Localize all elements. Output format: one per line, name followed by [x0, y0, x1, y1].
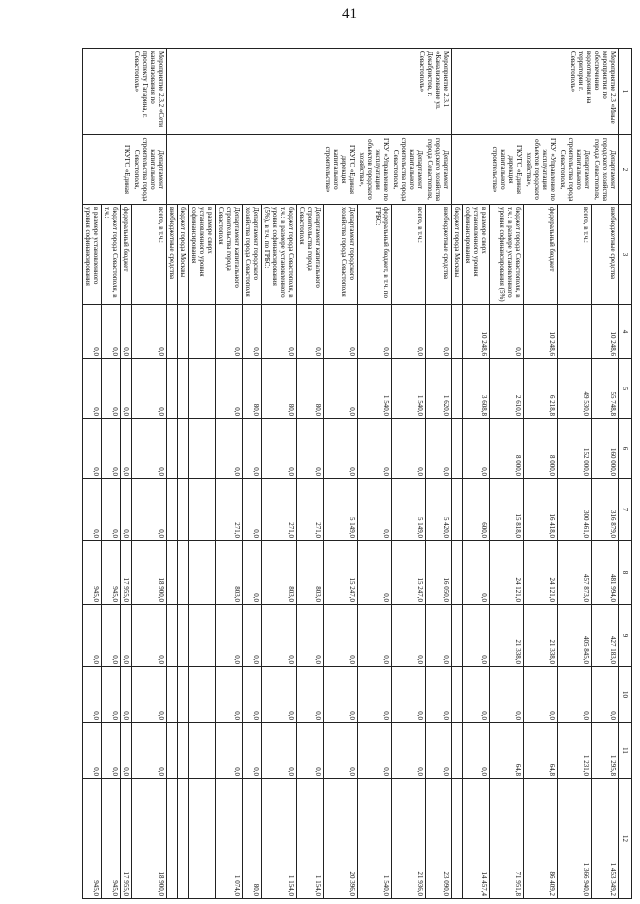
value-cell: [452, 779, 463, 899]
value-cell: 0,0: [262, 667, 297, 723]
header-row: [619, 49, 632, 899]
table-row: [243, 49, 262, 899]
value-cell: 10 248,6: [592, 305, 619, 359]
executor-cell: [262, 135, 297, 205]
funding-source-cell: Департамент городского хозяйства города Севастополя: [324, 205, 358, 305]
value-cell: 271,0: [262, 479, 297, 541]
value-cell: 0,0: [121, 605, 132, 667]
value-cell: 0,0: [132, 359, 167, 419]
value-cell: 0,0: [392, 723, 426, 779]
value-cell: 0,0: [102, 723, 121, 779]
value-cell: 0,0: [358, 419, 392, 479]
value-cell: [167, 667, 178, 723]
value-cell: 0,0: [463, 419, 490, 479]
value-cell: 0,0: [216, 605, 243, 667]
executor-cell: [463, 135, 490, 205]
column-header-10: 10: [619, 667, 632, 723]
value-cell: [452, 723, 463, 779]
executor-cell: [243, 135, 262, 205]
funding-source-cell: всего, в т.ч.:: [132, 205, 167, 305]
value-cell: [167, 541, 178, 605]
value-cell: 0,0: [297, 419, 324, 479]
funding-source-cell: внебюджетные средства: [426, 205, 453, 305]
value-cell: 80,0: [243, 779, 262, 899]
value-cell: 152 000,0: [558, 419, 592, 479]
executor-cell: ГКУ «Управление по эксплуатации объектов городского хозяйства»,: [358, 135, 392, 205]
value-cell: 17 955,0: [121, 779, 132, 899]
value-cell: 0,0: [121, 359, 132, 419]
funding-source-cell: федеральный бюджет, в т.ч. по ГРБС:: [358, 205, 392, 305]
value-cell: 0,0: [426, 723, 453, 779]
value-cell: 0,0: [558, 667, 592, 723]
funding-source-cell: бюджет города Севастополя, в т.ч.: в размере установленного уровня софинансирования (5%), в т.ч. по ГРБС:: [262, 205, 297, 305]
value-cell: [189, 359, 216, 419]
value-cell: [189, 541, 216, 605]
value-cell: 0,0: [83, 479, 102, 541]
value-cell: 0,0: [392, 419, 426, 479]
value-cell: 0,0: [216, 305, 243, 359]
value-cell: 0,0: [262, 305, 297, 359]
value-cell: 0,0: [324, 667, 358, 723]
value-cell: [452, 359, 463, 419]
value-cell: 5 149,0: [392, 479, 426, 541]
executor-cell: Департамент капитального строительства города Севастополя,: [392, 135, 426, 205]
value-cell: 0,0: [102, 479, 121, 541]
table-row: [324, 49, 358, 899]
value-cell: 160 000,0: [592, 419, 619, 479]
value-cell: 0,0: [216, 359, 243, 419]
value-cell: 0,0: [426, 419, 453, 479]
funding-source-cell: федеральный бюджет: [524, 205, 558, 305]
funding-source-cell: бюджет города Севастополя, в т.ч.: в размере установленного уровня софинансирования (5%): [490, 205, 524, 305]
value-cell: [178, 419, 189, 479]
value-cell: 20 396,0: [324, 779, 358, 899]
value-cell: [178, 359, 189, 419]
value-cell: 86 409,2: [524, 779, 558, 899]
value-cell: [178, 779, 189, 899]
column-header-5: 5: [619, 359, 632, 419]
value-cell: 1 540,0: [358, 359, 392, 419]
value-cell: 0,0: [132, 419, 167, 479]
value-cell: 64,8: [490, 723, 524, 779]
value-cell: 0,0: [490, 305, 524, 359]
value-cell: 0,0: [358, 605, 392, 667]
activity-name-cell: Мероприятие 2.3.1 «Канализование ул. Декабристов, г. Севастополь»: [167, 49, 453, 135]
value-cell: 1 154,0: [262, 779, 297, 899]
value-cell: 316 879,0: [592, 479, 619, 541]
value-cell: [178, 605, 189, 667]
table-row: [524, 49, 558, 899]
value-cell: 0,0: [83, 359, 102, 419]
value-cell: 16 050,0: [426, 541, 453, 605]
funding-source-cell: всего, в т.ч.:: [558, 205, 592, 305]
value-cell: 0,0: [216, 667, 243, 723]
value-cell: 803,0: [262, 541, 297, 605]
value-cell: 49 530,0: [558, 359, 592, 419]
value-cell: 0,0: [490, 667, 524, 723]
column-header-12: 12: [619, 779, 632, 899]
value-cell: 15 247,0: [392, 541, 426, 605]
value-cell: 0,0: [102, 305, 121, 359]
table-row: [358, 49, 392, 899]
value-cell: 0,0: [392, 605, 426, 667]
value-cell: 23 090,0: [426, 779, 453, 899]
value-cell: 1 231,0: [558, 723, 592, 779]
value-cell: 0,0: [83, 723, 102, 779]
value-cell: [452, 419, 463, 479]
value-cell: 5 420,0: [426, 479, 453, 541]
value-cell: 0,0: [83, 667, 102, 723]
table-row: [189, 49, 216, 899]
value-cell: 15 247,0: [324, 541, 358, 605]
value-cell: 0,0: [243, 305, 262, 359]
value-cell: [167, 779, 178, 899]
column-header-9: 9: [619, 605, 632, 667]
executor-cell: [452, 135, 463, 205]
value-cell: [452, 305, 463, 359]
value-cell: 0,0: [243, 605, 262, 667]
value-cell: 0,0: [426, 605, 453, 667]
value-cell: 10 248,6: [463, 305, 490, 359]
value-cell: 10 248,6: [524, 305, 558, 359]
funding-source-cell: в размере установленного уровня софинансирования: [83, 205, 102, 305]
value-cell: 15 818,0: [490, 479, 524, 541]
rotated-table-wrapper: [84, 48, 632, 898]
table-row: [262, 49, 297, 899]
value-cell: 0,0: [121, 419, 132, 479]
column-header-1: 1: [619, 49, 632, 135]
table-row: [121, 49, 132, 899]
funding-source-cell: бюджет города Москвы: [452, 205, 463, 305]
value-cell: 0,0: [426, 667, 453, 723]
table-row: [392, 49, 426, 899]
value-cell: 600,0: [463, 479, 490, 541]
value-cell: 24 121,0: [524, 541, 558, 605]
value-cell: 0,0: [243, 723, 262, 779]
value-cell: 0,0: [324, 419, 358, 479]
value-cell: 0,0: [121, 667, 132, 723]
value-cell: 0,0: [358, 305, 392, 359]
value-cell: [452, 479, 463, 541]
value-cell: 945,0: [83, 779, 102, 899]
value-cell: [452, 667, 463, 723]
value-cell: [189, 779, 216, 899]
table-sheet: [84, 48, 632, 898]
value-cell: 0,0: [324, 723, 358, 779]
value-cell: 0,0: [524, 667, 558, 723]
funding-source-cell: Департамент капитального строительства города Севастополя: [297, 205, 324, 305]
value-cell: 21 338,0: [490, 605, 524, 667]
funding-source-cell: внебюджетные средства: [592, 205, 619, 305]
value-cell: 18 900,0: [132, 541, 167, 605]
executor-cell: [216, 135, 243, 205]
value-cell: 803,0: [216, 541, 243, 605]
value-cell: 0,0: [592, 667, 619, 723]
value-cell: 0,0: [463, 723, 490, 779]
value-cell: 0,0: [358, 723, 392, 779]
funding-source-cell: всего, в т.ч.:: [392, 205, 426, 305]
value-cell: 1 366 940,0: [558, 779, 592, 899]
value-cell: 945,0: [102, 541, 121, 605]
executor-cell: Департамент капитального строительства города Севастополя,: [132, 135, 167, 205]
value-cell: 0,0: [132, 605, 167, 667]
value-cell: 6 218,8: [524, 359, 558, 419]
value-cell: 0,0: [392, 667, 426, 723]
value-cell: 945,0: [83, 541, 102, 605]
value-cell: [452, 605, 463, 667]
value-cell: 0,0: [121, 305, 132, 359]
value-cell: 481 994,0: [592, 541, 619, 605]
value-cell: [452, 541, 463, 605]
table-row: [558, 49, 592, 899]
value-cell: [167, 723, 178, 779]
value-cell: 803,0: [297, 541, 324, 605]
value-cell: 0,0: [83, 305, 102, 359]
value-cell: 1 074,0: [216, 779, 243, 899]
executor-cell: Департамент капитального строительства города Севастополя,: [558, 135, 592, 205]
value-cell: 2 610,0: [490, 359, 524, 419]
value-cell: 1 540,0: [392, 359, 426, 419]
table-row: [297, 49, 324, 899]
column-header-4: 4: [619, 305, 632, 359]
value-cell: 21 338,0: [524, 605, 558, 667]
value-cell: 0,0: [297, 605, 324, 667]
funding-source-cell: внебюджетные средства: [167, 205, 178, 305]
funding-source-cell: в размере сверх установленного уровня софинансирования: [463, 205, 490, 305]
budget-table: [83, 48, 633, 899]
value-cell: 71 951,8: [490, 779, 524, 899]
value-cell: [167, 479, 178, 541]
column-header-2: 2: [619, 135, 632, 205]
value-cell: 0,0: [102, 667, 121, 723]
table-row: [490, 49, 524, 899]
executor-cell: [167, 135, 178, 205]
value-cell: 8 000,0: [524, 419, 558, 479]
value-cell: [189, 605, 216, 667]
funding-source-cell: бюджет города Севастополя, в т.ч.:: [102, 205, 121, 305]
value-cell: 0,0: [243, 667, 262, 723]
executor-cell: ГКУГС «Единая дирекция капитального строительства»: [324, 135, 358, 205]
value-cell: 14 457,4: [463, 779, 490, 899]
funding-source-cell: бюджет города Москвы: [178, 205, 189, 305]
value-cell: 0,0: [358, 667, 392, 723]
executor-cell: [83, 135, 102, 205]
column-header-8: 8: [619, 541, 632, 605]
value-cell: 1 154,0: [297, 779, 324, 899]
table-row: [463, 49, 490, 899]
value-cell: [189, 305, 216, 359]
column-header-6: 6: [619, 419, 632, 479]
value-cell: 0,0: [243, 541, 262, 605]
value-cell: 0,0: [121, 723, 132, 779]
value-cell: 0,0: [358, 541, 392, 605]
value-cell: 5 149,0: [324, 479, 358, 541]
activity-name-cell: Мероприятие 2.3 «Иные мероприятия по обеспечению водоотведения на территории г. Севастополь»: [452, 49, 619, 135]
value-cell: 1 620,0: [426, 359, 453, 419]
value-cell: 0,0: [132, 667, 167, 723]
value-cell: 271,0: [216, 479, 243, 541]
executor-cell: Департамент городского хозяйства города Севастополя,: [426, 135, 453, 205]
value-cell: 0,0: [243, 419, 262, 479]
value-cell: 0,0: [297, 305, 324, 359]
value-cell: 0,0: [216, 419, 243, 479]
value-cell: 16 418,0: [524, 479, 558, 541]
executor-cell: Департамент городского хозяйства города Севастополя,: [592, 135, 619, 205]
value-cell: 945,0: [102, 779, 121, 899]
value-cell: [178, 541, 189, 605]
value-cell: 18 900,0: [132, 779, 167, 899]
value-cell: 0,0: [297, 667, 324, 723]
value-cell: [178, 723, 189, 779]
column-header-11: 11: [619, 723, 632, 779]
value-cell: 0,0: [262, 605, 297, 667]
value-cell: 271,0: [297, 479, 324, 541]
value-cell: [167, 359, 178, 419]
value-cell: [189, 667, 216, 723]
value-cell: [167, 419, 178, 479]
value-cell: 1 540,0: [358, 779, 392, 899]
table-row: [167, 49, 178, 899]
value-cell: 0,0: [102, 419, 121, 479]
value-cell: 0,0: [132, 479, 167, 541]
table-row: [132, 49, 167, 899]
value-cell: 0,0: [297, 723, 324, 779]
value-cell: 80,0: [297, 359, 324, 419]
executor-cell: ГКУГС «Единая дирекция капитального строительства»: [490, 135, 524, 205]
value-cell: 64,8: [524, 723, 558, 779]
executor-cell: ГКУГС «Единая: [121, 135, 132, 205]
value-cell: 427 183,0: [592, 605, 619, 667]
table-row: [102, 49, 121, 899]
executor-cell: ГКУ «Управление по эксплуатации объектов городского хозяйства»,: [524, 135, 558, 205]
value-cell: 0,0: [262, 723, 297, 779]
value-cell: 0,0: [324, 359, 358, 419]
value-cell: 0,0: [132, 305, 167, 359]
funding-source-cell: в размере сверх установленного уровня софинансирования: [189, 205, 216, 305]
value-cell: [167, 605, 178, 667]
value-cell: 0,0: [83, 605, 102, 667]
value-cell: 21 936,0: [392, 779, 426, 899]
value-cell: 8 000,0: [490, 419, 524, 479]
value-cell: 1 453 349,2: [592, 779, 619, 899]
value-cell: [178, 667, 189, 723]
value-cell: 300 461,0: [558, 479, 592, 541]
page-number: 41: [342, 6, 357, 22]
value-cell: 80,0: [243, 359, 262, 419]
value-cell: 0,0: [243, 479, 262, 541]
table-row: [426, 49, 453, 899]
value-cell: [558, 305, 592, 359]
activity-name-cell: Мероприятие 2.3.2 «Сети канализования по проспекту Гагарина, г. Севастополь»: [83, 49, 167, 135]
executor-cell: [189, 135, 216, 205]
table-row: [216, 49, 243, 899]
funding-source-cell: федеральный бюджет: [121, 205, 132, 305]
value-cell: [189, 419, 216, 479]
value-cell: 0,0: [324, 605, 358, 667]
funding-source-cell: Департамент городского хозяйства города Севастополя: [243, 205, 262, 305]
value-cell: 80,0: [262, 359, 297, 419]
value-cell: 457 873,0: [558, 541, 592, 605]
value-cell: 0,0: [463, 605, 490, 667]
value-cell: 0,0: [83, 419, 102, 479]
funding-source-cell: Департамент капитального строительства города Севастополя: [216, 205, 243, 305]
value-cell: 0,0: [132, 723, 167, 779]
value-cell: 405 845,0: [558, 605, 592, 667]
executor-cell: [102, 135, 121, 205]
value-cell: 0,0: [463, 541, 490, 605]
value-cell: 0,0: [358, 479, 392, 541]
table-row: [452, 49, 463, 899]
value-cell: 17 955,0: [121, 541, 132, 605]
value-cell: 24 121,0: [490, 541, 524, 605]
value-cell: 0,0: [216, 723, 243, 779]
value-cell: 0,0: [262, 419, 297, 479]
value-cell: [189, 723, 216, 779]
value-cell: 0,0: [102, 605, 121, 667]
column-header-3: 3: [619, 205, 632, 305]
executor-cell: [178, 135, 189, 205]
value-cell: 0,0: [121, 479, 132, 541]
table-row: [83, 49, 102, 899]
value-cell: 0,0: [392, 305, 426, 359]
table-row: [178, 49, 189, 899]
value-cell: 3 608,8: [463, 359, 490, 419]
value-cell: 55 748,8: [592, 359, 619, 419]
value-cell: 1 295,8: [592, 723, 619, 779]
table-row: [592, 49, 619, 899]
value-cell: [167, 305, 178, 359]
table-body: [83, 49, 619, 899]
executor-cell: [297, 135, 324, 205]
value-cell: 0,0: [426, 305, 453, 359]
value-cell: 0,0: [463, 667, 490, 723]
value-cell: [178, 479, 189, 541]
value-cell: [178, 305, 189, 359]
value-cell: [189, 479, 216, 541]
value-cell: 0,0: [324, 305, 358, 359]
column-header-7: 7: [619, 479, 632, 541]
value-cell: 0,0: [102, 359, 121, 419]
